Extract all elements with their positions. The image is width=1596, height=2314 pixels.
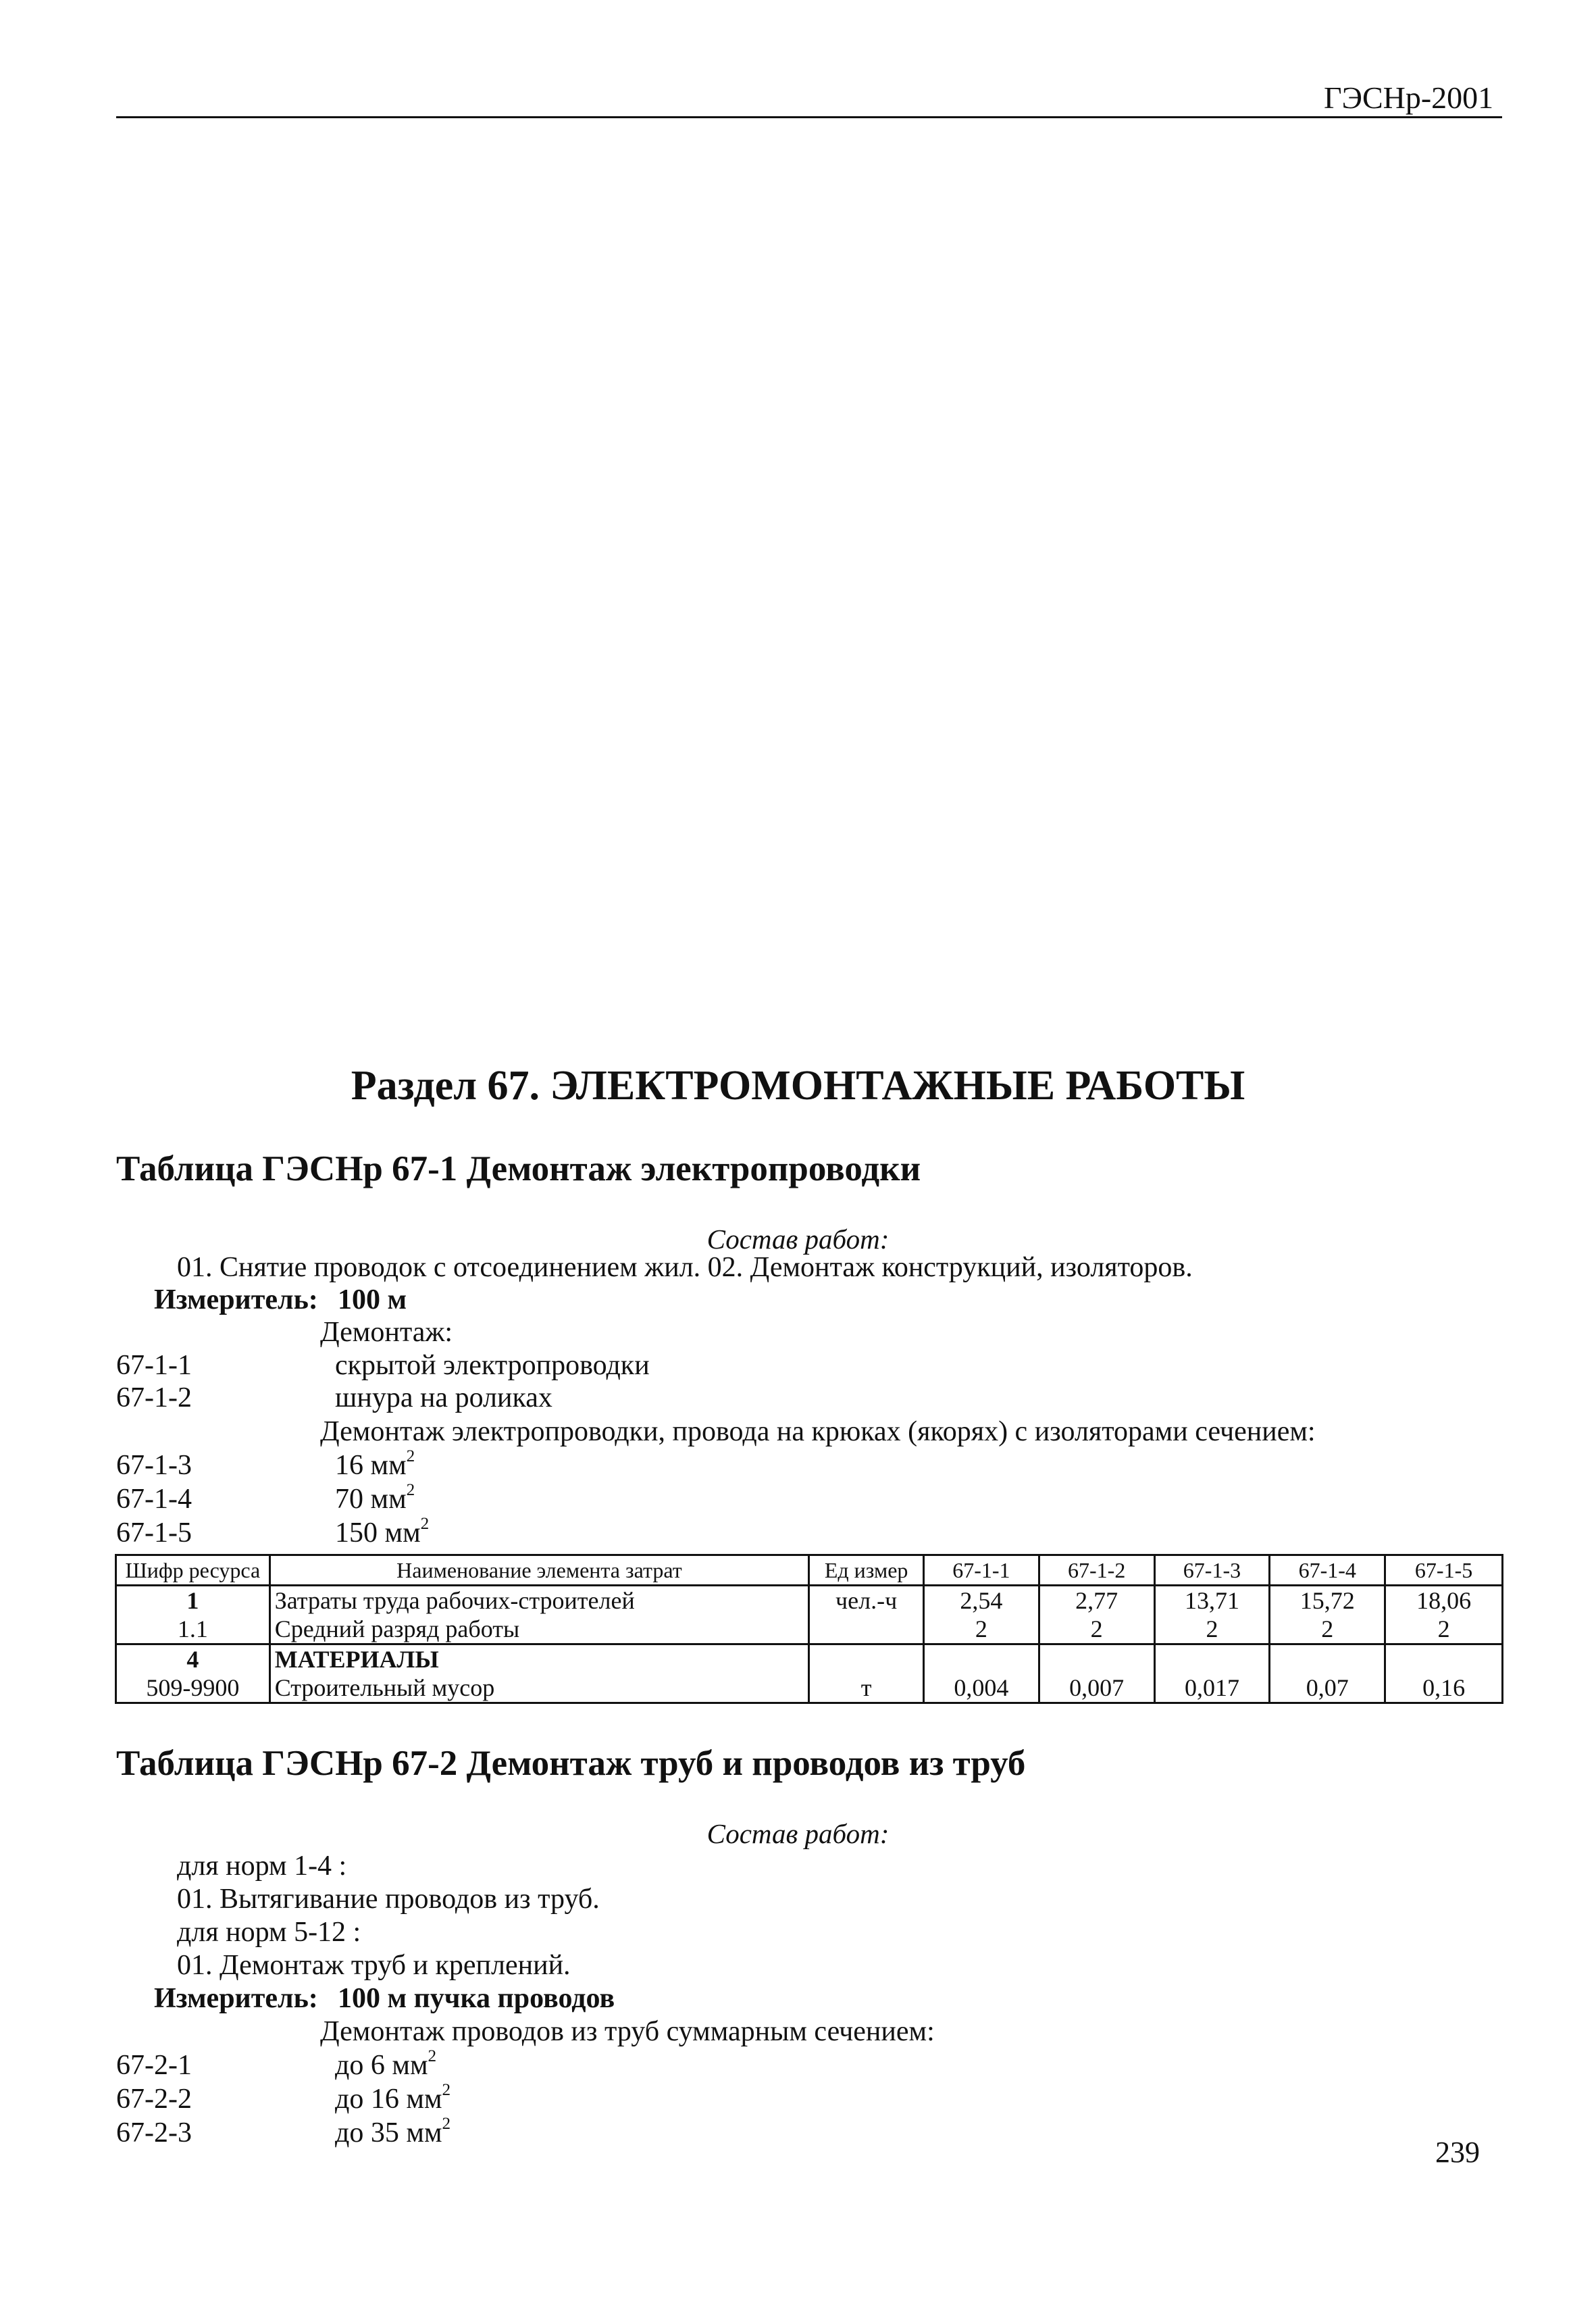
norm-description: до 35 $мм^2$ (335, 2115, 451, 2148)
table1-title: Таблица ГЭСНр 67-1 Демонтаж электропроводки (116, 1149, 921, 1188)
norm-value: 0,007 (1039, 1644, 1154, 1703)
page-number: 239 (1435, 2136, 1480, 2169)
table1-group1-heading: Демонтаж: (320, 1317, 453, 1348)
column-header: Наименование элемента затрат (269, 1555, 809, 1586)
composition-line: 01. Демонтаж труб и креплений. (177, 1950, 571, 1981)
table-row (116, 1586, 1503, 1644)
column-header: 67-1-2 (1039, 1555, 1154, 1586)
table1-meter-label: Измеритель: (154, 1284, 318, 1315)
norm-code: 67-1-4 (116, 1484, 192, 1515)
norm-description: 70 $мм^2$ (335, 1481, 415, 1515)
composition-line: для норм 5-12 : (177, 1917, 361, 1948)
norm-code: 67-1-3 (116, 1450, 192, 1481)
resource-code: 1 1.1 (116, 1586, 270, 1644)
composition-line: 01. Вытягивание проводов из труб. (177, 1884, 600, 1915)
table2-group-heading: Демонтаж проводов из труб суммарным сечением: (320, 2016, 935, 2047)
document-code: ГЭСНр-2001 (1324, 80, 1494, 115)
resource-table (115, 1554, 1503, 1704)
composition-line: для норм 1-4 : (177, 1851, 347, 1882)
section-title: Раздел 67. ЭЛЕКТРОМОНТАЖНЫЕ РАБОТЫ (351, 1063, 1245, 1109)
norm-description: скрытой электропроводки (335, 1350, 650, 1381)
norm-value: 15,72 2 (1270, 1586, 1385, 1644)
table-header-row (116, 1555, 1503, 1586)
norm-value: 2,54 2 (924, 1586, 1039, 1644)
resource-unit: чел.-ч (809, 1586, 924, 1644)
norm-code: 67-2-1 (116, 2050, 192, 2081)
norm-code: 67-1-2 (116, 1382, 192, 1413)
norm-value: 2,77 2 (1039, 1586, 1154, 1644)
resource-code: 4 509-9900 (116, 1644, 270, 1703)
table-row (116, 1644, 1503, 1703)
column-header: Ед измер (809, 1555, 924, 1586)
table2-meter-value: 100 м пучка проводов (338, 1983, 615, 2014)
norm-code: 67-2-3 (116, 2117, 192, 2148)
table2-composition-label: Состав работ: (706, 1818, 890, 1849)
resource-name: Затраты труда рабочих-строителей Средний разряд работы (269, 1586, 809, 1644)
norm-value: 0,16 (1385, 1644, 1503, 1703)
column-header: Шифр ресурса (116, 1555, 270, 1586)
norm-description: 16 $мм^2$ (335, 1447, 415, 1481)
resource-unit: т (809, 1644, 924, 1703)
table1-composition-label: Состав работ: (706, 1224, 890, 1255)
column-header: 67-1-3 (1154, 1555, 1270, 1586)
column-header: 67-1-5 (1385, 1555, 1503, 1586)
norm-code: 67-2-2 (116, 2084, 192, 2115)
norm-description: шнура на роликах (335, 1382, 552, 1413)
norm-code: 67-1-1 (116, 1350, 192, 1381)
table1-composition-line: 01. Снятие проводок с отсоединением жил. 02. Демонтаж конструкций, изоляторов. (177, 1252, 1193, 1283)
norm-value: 18,06 2 (1385, 1586, 1503, 1644)
resource-name: МАТЕРИАЛЫ Строительный мусор (269, 1644, 809, 1703)
norm-description: 150 $мм^2$ (335, 1515, 430, 1549)
norm-description: до 16 $мм^2$ (335, 2081, 451, 2115)
norm-value: 0,017 (1154, 1644, 1270, 1703)
table1-group2-heading: Демонтаж электропроводки, провода на крюках (якорях) с изоляторами сечением: (320, 1416, 1316, 1447)
table1-meter-value: 100 м (338, 1284, 407, 1315)
column-header: 67-1-1 (924, 1555, 1039, 1586)
header-rule (116, 116, 1502, 118)
column-header: 67-1-4 (1270, 1555, 1385, 1586)
norm-description: до 6 $мм^2$ (335, 2047, 437, 2081)
table2-title: Таблица ГЭСНр 67-2 Демонтаж труб и проводов из труб (116, 1744, 1026, 1783)
norm-code: 67-1-5 (116, 1517, 192, 1549)
norm-value: 0,07 (1270, 1644, 1385, 1703)
norm-value: 13,71 2 (1154, 1586, 1270, 1644)
table2-meter-label: Измеритель: (154, 1983, 318, 2014)
norm-value: 0,004 (924, 1644, 1039, 1703)
